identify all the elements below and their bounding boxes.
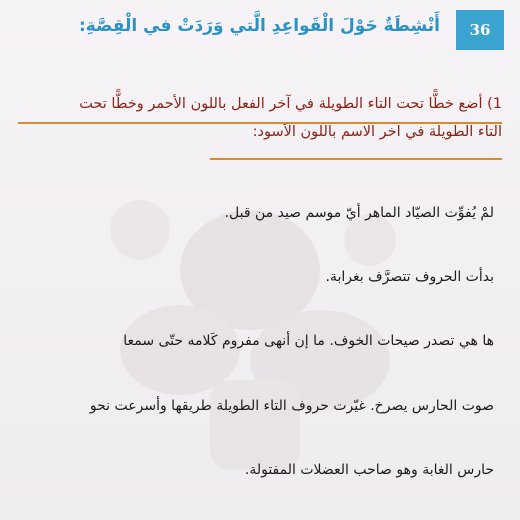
- story-line-1: لمْ يُفوِّت الصيّاد الماهر أيّ موسم صيد من قبل.: [224, 205, 494, 221]
- exercise-instruction: [14, 90, 502, 146]
- background-illustration: [60, 150, 440, 490]
- section-heading: أَنْشِطَةٌ حَوْلَ الْقَواعِدِ الَّتي وَرَدَتْ في الْقِصَّةِ:: [78, 16, 440, 36]
- instruction-line-2: التاء الطويلة في آخر الاسم باللون الأسود:: [252, 124, 502, 140]
- story-line-5: حارس الغابة وهو صاحب العضلات المفتولة.: [244, 462, 494, 478]
- story-line-4: صوت الحارس يصرخ. غيّرت حروف التاء الطويلة طريقها وأسرعت نحو: [89, 398, 494, 414]
- story-line-2: بدأت الحروف تتصرَّف بغرابة.: [325, 269, 494, 285]
- instruction-underline-1: [18, 122, 502, 124]
- instruction-underline-2: [210, 158, 502, 160]
- page-number-badge: 36: [456, 10, 504, 50]
- story-line-3: ها هي تصدر صيحات الخوف. ما إن أنهى مفروم كَلامه حتّى سمعا: [123, 333, 494, 349]
- instruction-line-1: 1) أضع خطًّا تحت التاء الطويلة في آخر الفعل باللون الأحمر وخطًّا تحت: [79, 96, 502, 112]
